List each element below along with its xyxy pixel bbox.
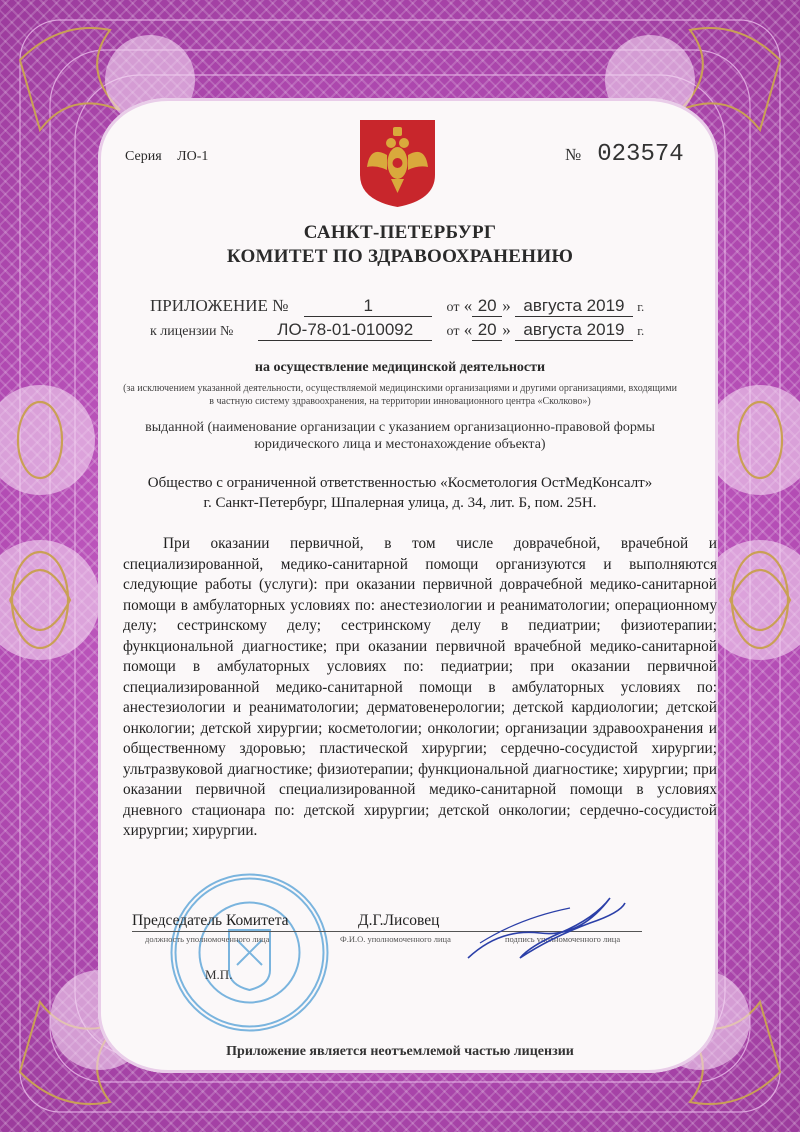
license-day: 20 [472,320,502,341]
license-year-suffix: г. [637,323,645,338]
official-round-stamp [167,870,332,1035]
organization-name: Общество с ограниченной ответственностью «Косметология ОстМедКонсалт» [147,475,653,491]
appendix-day: 20 [472,296,502,317]
footer-note: Приложение является неотъемлемой частью лицензии [226,1044,574,1059]
authority-city: САНКТ-ПЕТЕРБУРГ [303,222,497,243]
seal-place-label: М.П. [205,967,233,982]
license-from-label: от [446,324,460,339]
signer-name: Д.Г.Лисовец [358,912,440,929]
caption-name: Ф.И.О. уполномоченного лица [340,934,451,944]
number-label: № [565,145,582,164]
license-number: ЛО-78-01-010092 [258,320,432,341]
license-row: к лицензии № ЛО-78-01-010092 от « 20 » августа 2019 г. [150,320,645,339]
caption-position: должность уполномоченного лица [145,934,270,944]
appendix-year-suffix: г. [637,299,645,314]
appendix-label: ПРИЛОЖЕНИЕ № [150,296,289,315]
activity-type: на осуществление медицинской деятельности [254,360,546,375]
license-month-year: августа 2019 [515,320,633,341]
signer-position: Председатель Комитета [132,912,289,929]
license-label: к лицензии № [150,324,234,339]
organization-address: г. Санкт-Петербург, Шпалерная улица, д. 34, лит. Б, пом. 25Н. [203,495,597,511]
handwritten-signature [460,888,630,968]
series-label: Серия [125,149,162,164]
caption-signature: подпись уполномоченного лица [505,934,621,944]
appendix-row: ПРИЛОЖЕНИЕ № 1 от « 20 » августа 2019 г. [150,296,645,315]
appendix-number: 1 [304,296,432,317]
series-field [125,149,208,165]
appendix-month-year: августа 2019 [515,296,633,317]
number-value: 023574 [597,141,684,168]
authority-committee: КОМИТЕТ ПО ЗДРАВООХРАНЕНИЮ [226,246,574,267]
issued-note: выданной (наименование организации с указанием организационно-правовой формы юридического лица и местонахождение объекта) [145,420,655,452]
organization-block [0,473,800,513]
services-paragraph: При оказании первичной, в том числе доврачебной, врачебной и специализированной, медико-санитарной помощи организуются и выполняются следующие работы (услуги): при оказании первичной доврачебной медико-санитарной помощи в амбулаторных условиях по: анестезиологии и реаниматологии; операционному делу; сестринскому делу; сестринскому делу в педиатрии; физиотерапии; функциональной диагностике; при оказании первичной врачебной медико-санитарной помощи в амбулаторных условиях по: педиатрии; при оказании первичной специализированной медико-санитарной помощи в амбулаторных условиях по: анестезиологии и реаниматологии; дерматовенерологии; детской кардиологии; детской онкологии; детской хирургии; косметологии; онкологии; организации здравоохранения и общественному здоровью; пластической хирургии; сердечно-сосудистой хирургии; ультразвуковой диагностике; физиотерапии; функциональной диагностике; хирургии; при оказании первичной специализированной медико-санитарной помощи в условиях дневного стационара по: детской хирургии; детской онкологии; сердечно-сосудистой хирургии; хирургии. [123,535,717,839]
form-number [565,140,684,168]
appendix-from-label: от [446,300,460,315]
russian-coat-of-arms-emblem [355,115,440,210]
series-value: ЛО-1 [177,149,209,164]
exclusion-note: (за исключением указанной деятельности, осуществляемой медицинскими организациями и другими организациями, входящими в частную систему здравоохранения, на территории инновационного центра «Сколково») [123,383,677,407]
